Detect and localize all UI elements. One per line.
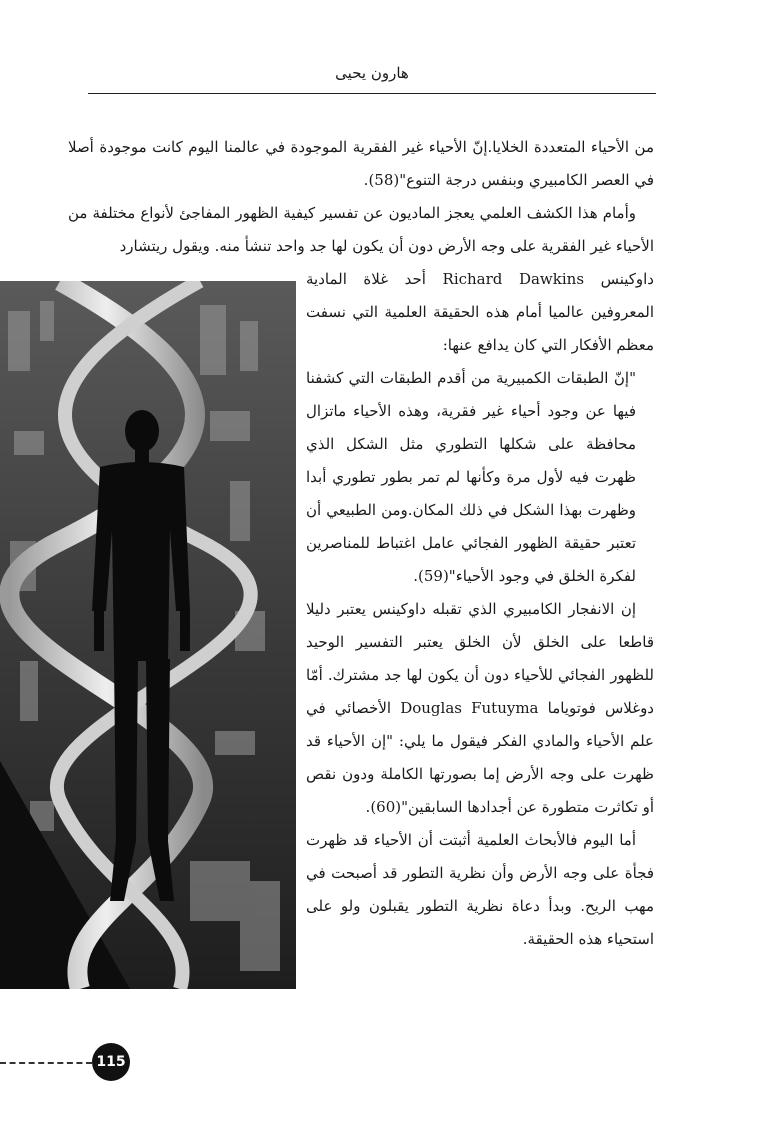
header-rule <box>88 93 656 94</box>
dawkins-quote: "إنّ الطبقات الكمبيرية من أقدم الطبقات التي كشفنا فيها عن وجود أحياء غير فقرية، وهذه الأحياء ماتزال محافظة على شكلها التطوري مثل الشكل الذي ظهرت فيه لأول مرة وكأنها لم تمر بطور تطوري أبدا وظهرت بهذا الشكل في ذلك المكان.ومن الطبيعي أن تعتبر حقيقة الظهور الفجائي عامل اغتباط للمناصرين لفكرة الخلق في وجود الأحياء"(59). <box>306 369 636 585</box>
body-text-beside-figure <box>306 263 654 956</box>
paragraph-1: من الأحياء المتعددة الخلايا.إنّ الأحياء غير الفقرية الموجودة في عالمنا اليوم كانت موجودة أصلا في العصر الكامبيري وبنفس درجة التنوع"(58). <box>68 138 655 189</box>
paragraph-3: داوكينس Richard Dawkins أحد غلاة المادية المعروفين عالميا أمام هذه الحقيقة العلمية التي نسفت معظم الأفكار التي كان يدافع عنها: <box>306 270 654 354</box>
paragraph-2: وأمام هذا الكشف العلمي يعجز الماديون عن تفسير كيفية الظهور المفاجئ لأنواع مختلفة من الأحياء غير الفقرية على وجه الأرض دون أن يكون لها جد واحد تنشأ منه. ويقول ريتشارد <box>68 204 654 255</box>
footer-dashed-rule <box>0 1062 92 1064</box>
page-number-badge: 115 <box>92 1043 130 1081</box>
paragraph-4: إن الانفجار الكامبيري الذي تقبله داوكينس يعتبر دليلا قاطعا على الخلق لأن الخلق يعتبر التفسير الوحيد للظهور الفجائي للأحياء دون أن يكون لها جد مشترك. أمّا دوغلاس فوتوياما Douglas Futuyma الأخصائي في علم الأحياء والمادي الفكر فيقول ما يلي: "إن الأحياء قد ظهرت على وجه الأرض إما بصورتها الكاملة ودون نقص أو تكاثرت متطورة عن أجدادها السابقين"(60). <box>306 600 654 816</box>
running-title: هارون يحيى <box>335 64 409 82</box>
dna-figure-image <box>0 281 296 989</box>
body-text-full-width <box>68 131 654 263</box>
paragraph-5: أما اليوم فالأبحاث العلمية أثبتت أن الأحياء قد ظهرت فجأة على وجه الأرض وأن نظرية التطور قد أصبحت في مهب الريح. وبدأ دعاة نظرية التطور يقبلون ولو على استحياء هذه الحقيقة. <box>306 831 654 948</box>
